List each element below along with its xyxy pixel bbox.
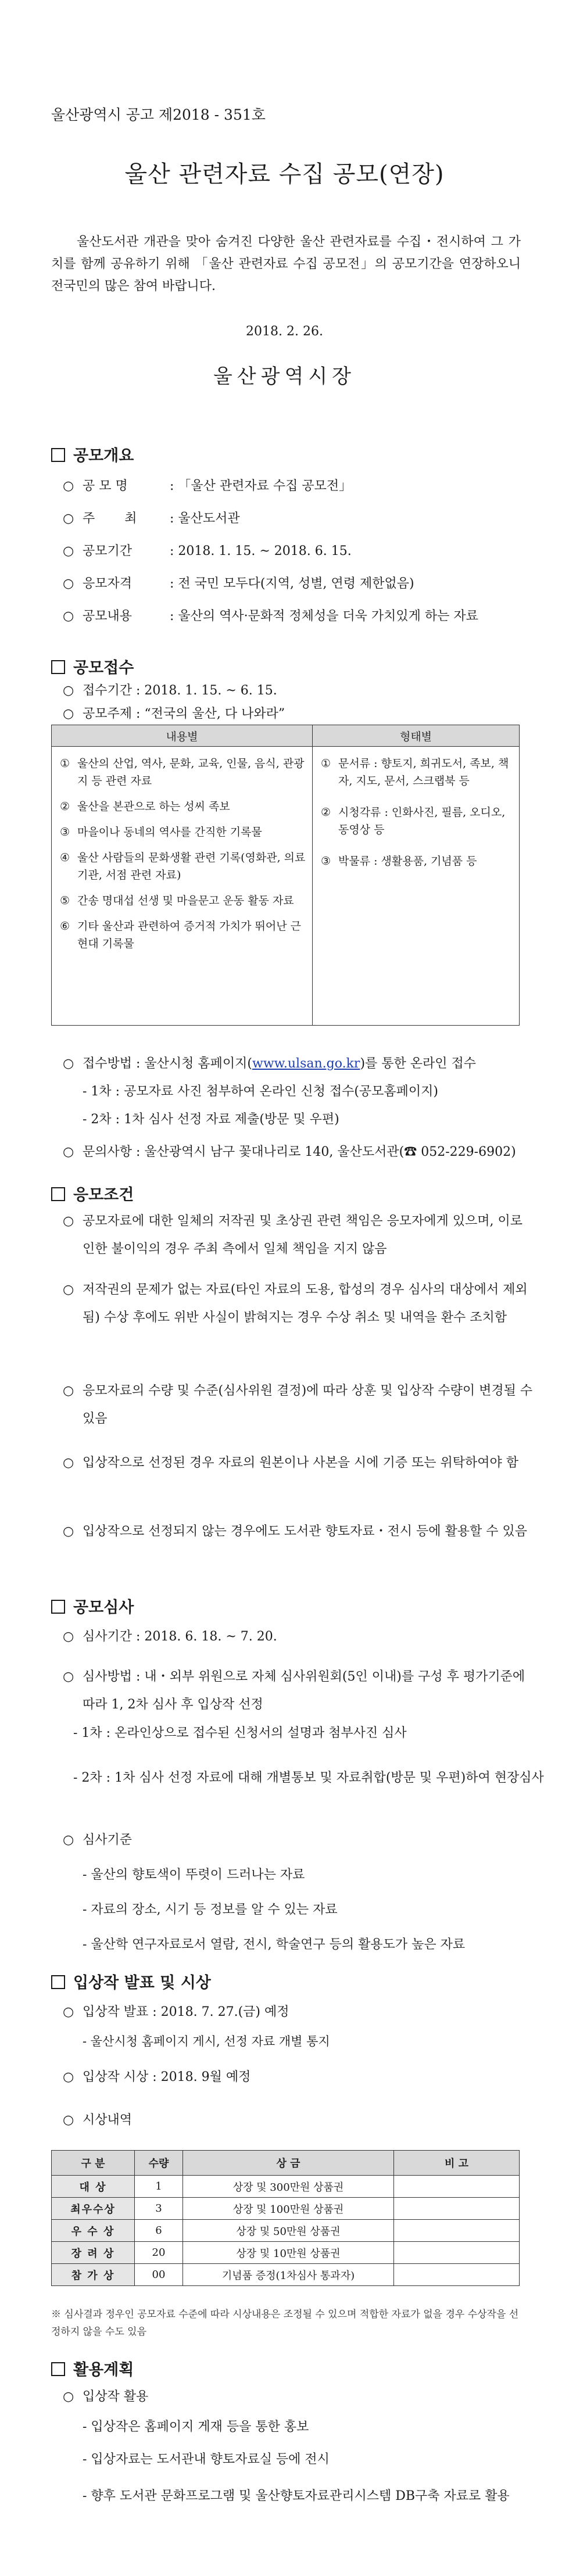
criteria-item: - 자료의 장소, 시기 등 정보를 알 수 있는 자료 [83,1903,338,1917]
criteria-item: - 울산의 향토색이 뚜렷이 드러나는 자료 [83,1868,305,1882]
section-title-overview: 공모개요 [51,443,134,465]
circle-bullet-icon: ○ [63,707,74,721]
table-row: 대 상 1 상장 및 300만원 상품권 [52,2176,520,2198]
usage-item: - 입상작은 홈페이지 게재 등을 통한 홍보 [83,2420,309,2434]
awards-announce: ○ 입상작 발표 : 2018. 7. 27.(금) 예정 [63,2002,534,2022]
section-title-usage: 활용계획 [51,2357,134,2380]
condition-item: ○ 입상작으로 선정되지 않는 경우에도 도서관 향토자료・전시 등에 활용할 수 있음 [63,1518,534,1546]
circle-bullet-icon: ○ [63,1456,74,1470]
condition-item: ○ 응모자료의 수량 및 수준(심사위원 결정)에 따라 상훈 및 입상작 수량이 변경될 수 있음 [63,1377,534,1433]
checkbox-square-icon [51,1975,65,1989]
review-round1: - 1차 : 온라인상으로 접수된 신청서의 설명과 첨부사진 심사 [73,1726,407,1740]
circle-bullet-icon: ○ [63,1669,74,1684]
table-header: 구 분 [52,2151,135,2176]
list-item: ② 시청각류 : 인화사진, 필름, 오디오, 동영상 등 [321,806,506,836]
prize-table [51,2150,520,2286]
overview-item-host: ○ 주 최 : 울산도서관 [63,509,534,529]
awards-ceremony: ○ 입상작 시상 : 2018. 9월 예정 [63,2068,534,2087]
list-item: ③ 마을이나 동네의 역사를 간직한 기록물 [60,826,262,839]
reception-period: ○ 접수기간 : 2018. 1. 15. ~ 6. 15. [63,681,534,701]
circle-bullet-icon: ○ [63,511,74,526]
circle-bullet-icon: ○ [63,683,74,698]
circle-bullet-icon: ○ [63,1056,74,1071]
ulsan-homepage-link[interactable]: www.ulsan.go.kr [252,1056,360,1071]
review-round2: - 2차 : 1차 심사 선정 자료에 대해 개별통보 및 자료취합(방문 및 우편)하여 현장심사 [73,1771,544,1785]
reception-contact: ○ 문의사항 : 울산광역시 남구 꽃대나리로 140, 울산도서관(☎ 052-229-6902) [63,1142,534,1162]
review-method: ○ 심사방법 : 내・외부 위원으로 자체 심사위원회(5인 이내)를 구성 후 평가기준에 따라 1, 2차 심사 후 입상작 선정 [63,1663,534,1719]
section-title-review: 공모심사 [51,1595,134,1617]
table-row: 최우수상 3 상장 및 100만원 상품권 [52,2198,520,2220]
list-item: ① 문서류 : 향토지, 희귀도서, 족보, 책자, 지도, 문서, 스크랩북 등 [321,757,509,787]
circle-bullet-icon: ○ [63,479,74,493]
list-item: ⑥ 기타 울산과 관련하여 증거적 가치가 뛰어난 근현대 기록물 [60,920,301,950]
table-header: 수량 [135,2151,183,2176]
circle-bullet-icon: ○ [63,2389,74,2404]
list-item: ① 울산의 산업, 역사, 문화, 교육, 인물, 음식, 관광지 등 관련 자료 [60,757,305,787]
circle-bullet-icon: ○ [63,1145,74,1159]
notice-title: 울산 관련자료 수집 공모(연장) [124,161,445,188]
table-row: 우 수 상 6 상장 및 50만원 상품권 [52,2220,520,2242]
awards-prize-label: ○ 시상내역 [63,2111,534,2130]
condition-item: ○ 입상작으로 선정된 경우 자료의 원본이나 사본을 시에 기증 또는 위탁하여야 함 [63,1449,534,1477]
condition-item: ○ 공모자료에 대한 일체의 저작권 및 초상권 관련 책임은 응모자에게 있으며, 이로 인한 불이익의 경우 주최 측에서 일체 책임을 지지 않음 [63,1208,534,1263]
usage-item: - 입상자료는 도서관내 향토자료실 등에 전시 [83,2452,330,2467]
overview-item-content: ○ 공모내용 : 울산의 역사·문화적 정체성을 더욱 가치있게 하는 자료 [63,607,534,626]
list-item: ④ 울산 사람들의 문화생활 관련 기록(영화관, 의료기관, 서점 관련 자료) [60,851,306,882]
intro-paragraph: 울산도서관 개관을 맞아 숨겨진 다양한 울산 관련자료를 수집・전시하여 그 가치를 함께 공유하기 위해 「울산 관련자료 수집 공모전」의 공모기간을 연장하오니 전국민의 많은 참여 바랍니다. [51,235,521,293]
overview-item-name: ○ 공 모 명 : 「울산 관련자료 수집 공모전」 [63,476,534,496]
circle-bullet-icon: ○ [63,576,74,591]
checkbox-square-icon [51,660,65,674]
reception-round1: - 1차 : 공모자료 사진 첨부하여 온라인 신청 접수(공모홈페이지) [83,1084,439,1099]
reception-method: ○ 접수방법 : 울산시청 홈페이지(www.ulsan.go.kr)를 통한 온라인 접수 [63,1054,534,1074]
section-title-conditions: 응모조건 [51,1182,134,1205]
table-header: 내용별 [52,725,313,747]
table-row: 참 가 상 00 기념품 증정(1차심사 통과자) [52,2264,520,2286]
circle-bullet-icon: ○ [63,1282,74,1297]
table-header: 상 금 [183,2151,394,2176]
overview-item-eligibility: ○ 응모자격 : 전 국민 모두다(지역, 성별, 연령 제한없음) [63,574,534,594]
circle-bullet-icon: ○ [63,544,74,558]
review-period: ○ 심사기간 : 2018. 6. 18. ~ 7. 20. [63,1627,534,1647]
checkbox-square-icon [51,2362,65,2376]
reception-theme: ○ 공모주제 : “전국의 울산, 다 나와라” [63,704,534,724]
circle-bullet-icon: ○ [63,2113,74,2127]
content-types-cell [52,747,313,1026]
circle-bullet-icon: ○ [63,1214,74,1228]
reception-round2: - 2차 : 1차 심사 선정 자료 제출(방문 및 우편) [83,1112,339,1127]
section-title-reception: 공모접수 [51,655,134,678]
form-types-cell [313,747,520,1026]
usage-label: ○ 입상작 활용 [63,2387,534,2407]
overview-item-period: ○ 공모기간 : 2018. 1. 15. ~ 2018. 6. 15. [63,542,534,561]
section-title-awards: 입상작 발표 및 시상 [51,1970,211,1993]
circle-bullet-icon: ○ [63,1524,74,1539]
notice-date: 2018. 2. 26. [246,324,323,339]
circle-bullet-icon: ○ [63,609,74,624]
material-types-table [51,725,520,1026]
table-header: 비 고 [394,2151,520,2176]
table-row: 장 려 상 20 상장 및 10만원 상품권 [52,2242,520,2264]
awards-note: ※ 심사결과 정우인 공모자료 수준에 따라 시상내용은 조정될 수 있으며 적합한 자료가 없을 경우 수상작을 선정하지 않을 수도 있음 [51,2309,519,2338]
list-item: ② 울산을 본관으로 하는 성씨 족보 [60,800,230,813]
checkbox-square-icon [51,448,65,462]
usage-item: - 향후 도서관 문화프로그램 및 울산향토자료관리시스템 DB구축 자료로 활용 [83,2489,510,2503]
table-header: 형태별 [313,725,520,747]
awards-announce-sub: - 울산시청 홈페이지 게시, 선정 자료 개별 통지 [83,2034,330,2048]
notice-number: 울산광역시 공고 제2018 - 351호 [51,106,266,123]
circle-bullet-icon: ○ [63,1629,74,1644]
checkbox-square-icon [51,1600,65,1614]
circle-bullet-icon: ○ [63,1833,74,1847]
circle-bullet-icon: ○ [63,2005,74,2019]
review-criteria-label: ○ 심사기준 [63,1830,534,1850]
circle-bullet-icon: ○ [63,2070,74,2084]
issuer-name: 울산광역시장 [213,365,356,388]
condition-item: ○ 저작권의 문제가 없는 자료(타인 자료의 도용, 합성의 경우 심사의 대상에서 제외됨) 수상 후에도 위반 사실이 밝혀지는 경우 수상 취소 및 내역을 환수 조치함 [63,1276,534,1332]
list-item: ③ 박물류 : 생활용품, 기념품 등 [321,855,477,868]
criteria-item: - 울산학 연구자료로서 열람, 전시, 학술연구 등의 활용도가 높은 자료 [83,1937,466,1952]
circle-bullet-icon: ○ [63,1384,74,1398]
checkbox-square-icon [51,1187,65,1201]
list-item: ⑤ 간송 명대섭 선생 및 마을문고 운동 활동 자료 [60,894,294,907]
